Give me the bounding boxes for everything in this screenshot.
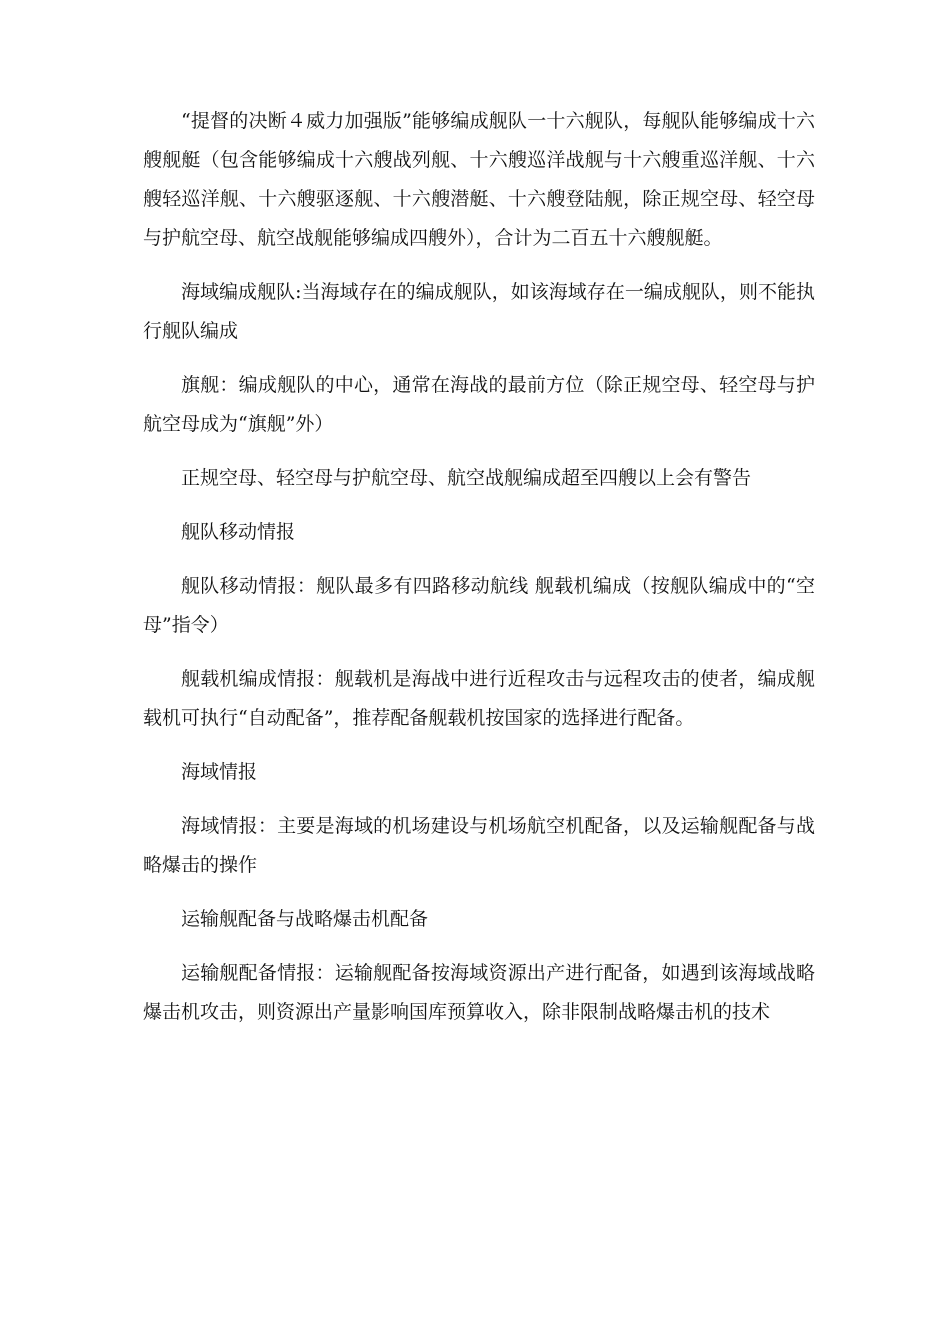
paragraph-flagship: 旗舰：编成舰队的中心，通常在海战的最前方位（除正规空母、轻空母与护航空母成为“旗舰”外）: [143, 374, 815, 435]
paragraph-transport-info: 运输舰配备情报：运输舰配备按海域资源出产进行配备，如遇到该海域战略爆击机攻击，则资源出产量影响国库预算收入，除非限制战略爆击机的技术: [143, 962, 815, 1023]
paragraph-sea-area-info: 海域情报：主要是海域的机场建设与机场航空机配备，以及运输舰配备与战略爆击的操作: [143, 815, 815, 876]
heading-transport-bomber: 运输舰配备与战略爆击机配备: [181, 908, 429, 930]
document-body: [143, 102, 815, 1047]
heading-fleet-movement: 舰队移动情报: [181, 521, 296, 543]
paragraph-carrier-aircraft: 舰载机编成情报：舰载机是海战中进行近程攻击与远程攻击的使者，编成舰载机可执行“自动配备”，推荐配备舰载机按国家的选择进行配备。: [143, 668, 815, 729]
heading-sea-area-info: 海域情报: [181, 761, 258, 783]
paragraph-fleet-movement: 舰队移动情报：舰队最多有四路移动航线 舰载机编成（按舰队编成中的“空母”指令）: [143, 575, 815, 636]
paragraph-fleet-organization: “提督的决断４威力加强版”能够编成舰队一十六舰队，每舰队能够编成十六艘舰艇（包含能够编成十六艘战列舰、十六艘巡洋战舰与十六艘重巡洋舰、十六艘轻巡洋舰、十六艘驱逐舰、十六艘潜艇、十六艘登陆舰，除正规空母、轻空母与护航空母、航空战舰能够编成四艘外），合计为二百五十六艘舰艇。: [143, 110, 815, 249]
paragraph-sea-area-fleet: 海域编成舰队:当海域存在的编成舰队，如该海域存在一编成舰队，则不能执行舰队编成: [143, 281, 815, 342]
paragraph-carrier-warning: 正规空母、轻空母与护航空母、航空战舰编成超至四艘以上会有警告: [181, 467, 752, 489]
